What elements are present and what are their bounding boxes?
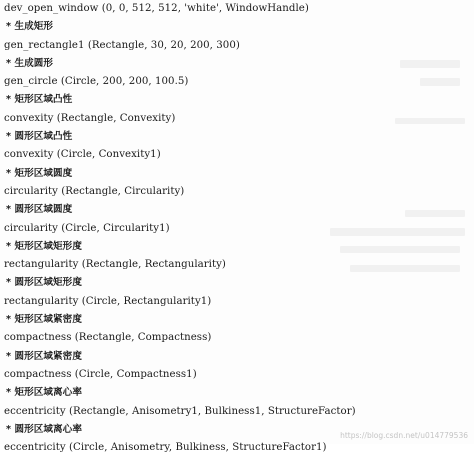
code-line: gen_circle (Circle, 200, 200, 100.5) [4, 76, 189, 88]
code-line: rectangularity (Rectangle, Rectangularity) [4, 259, 226, 271]
comment-line: * 矩形区域紧密度 [6, 314, 82, 326]
code-line: convexity (Circle, Convexity1) [4, 149, 161, 161]
comment-line: * 矩形区域矩形度 [6, 240, 82, 252]
comment-line: * 矩形区域凸性 [6, 94, 73, 106]
comment-line: * 圆形区域离心率 [6, 423, 82, 435]
comment-line: * 圆形区域圆度 [6, 204, 73, 216]
code-line: rectangularity (Circle, Rectangularity1) [4, 295, 212, 307]
comment-line: * 矩形区域离心率 [6, 387, 82, 399]
code-listing [4, 0, 464, 457]
code-line: eccentricity (Rectangle, Anisometry1, Bulkiness1, StructureFactor) [4, 405, 356, 417]
code-line: compactness (Rectangle, Compactness) [4, 332, 212, 344]
comment-line: * 矩形区域圆度 [6, 167, 73, 179]
code-line: circularity (Circle, Circularity1) [4, 222, 170, 234]
comment-line: * 生成矩形 [6, 21, 54, 33]
comment-line: * 圆形区域紧密度 [6, 350, 82, 362]
comment-line: * 圆形区域矩形度 [6, 277, 82, 289]
code-line: compactness (Circle, Compactness1) [4, 368, 197, 380]
watermark-url: https://blog.csdn.net/u014779536 [340, 431, 468, 440]
comment-line: * 生成圆形 [6, 57, 54, 69]
comment-line: * 圆形区域凸性 [6, 131, 73, 143]
code-line: dev_open_window (0, 0, 512, 512, 'white', WindowHandle) [4, 3, 309, 14]
code-line: convexity (Rectangle, Convexity) [4, 112, 176, 124]
code-line: circularity (Rectangle, Circularity) [4, 185, 185, 197]
code-line: gen_rectangle1 (Rectangle, 30, 20, 200, 300) [4, 39, 240, 51]
code-line: eccentricity (Circle, Anisometry, Bulkiness, StructureFactor1) [4, 442, 327, 454]
